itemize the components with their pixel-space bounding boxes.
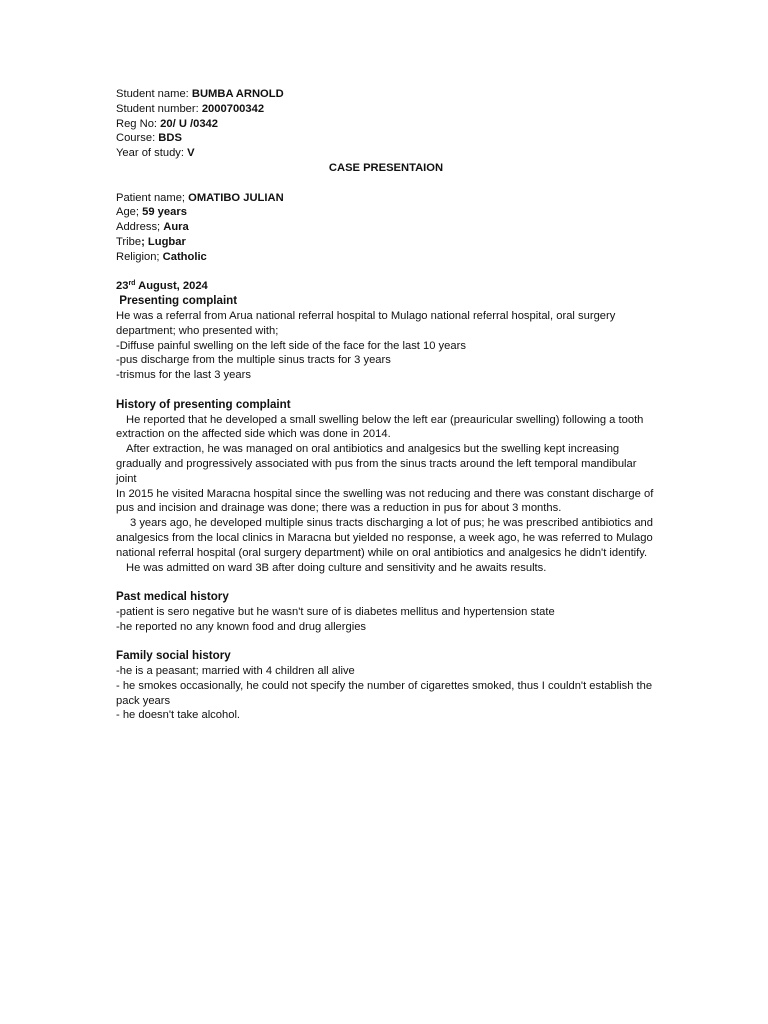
spacer — [116, 176, 656, 191]
complaint-item: -pus discharge from the multiple sinus tracts for 3 years — [116, 354, 391, 367]
course-line — [116, 131, 656, 146]
presenting-complaint-intro: He was a referral from Arua national referral hospital to Mulago national referral hospital, oral surgery department; who presented with; — [116, 309, 616, 337]
student-info — [116, 87, 656, 161]
spacer — [116, 634, 656, 649]
reg-no-value: 20/ U /0342 — [160, 117, 219, 130]
student-name-label: Student name: — [116, 88, 192, 100]
address-line — [116, 220, 656, 235]
complaint-item: -trismus for the last 3 years — [116, 369, 251, 382]
tribe-label: Tribe — [116, 235, 142, 248]
date-suffix: rd — [128, 280, 136, 288]
patient-name-label: Patient name; — [116, 191, 189, 204]
past-medical-item: -he reported no any known food and drug allergies — [116, 620, 367, 633]
past-medical-heading: Past medical history — [116, 590, 229, 604]
spacer — [116, 575, 656, 590]
course-value: BDS — [158, 132, 182, 145]
year-of-study-label: Year of study: — [116, 147, 188, 160]
age-line — [116, 205, 656, 220]
religion-line — [116, 250, 656, 265]
past-medical-item: -patient is sero negative but he wasn't sure of is diabetes mellitus and hypertension state — [116, 605, 555, 618]
patient-info — [116, 191, 656, 265]
past-medical-section — [116, 590, 656, 634]
year-of-study-value: V — [187, 147, 195, 160]
year-of-study-line — [116, 146, 656, 161]
patient-name-line — [116, 191, 656, 206]
course-label: Course: — [116, 132, 159, 145]
family-social-heading: Family social history — [116, 649, 231, 663]
age-label: Age; — [116, 206, 143, 219]
history-paragraph: After extraction, he was managed on oral antibiotics and analgesics but the swelling kept increasing gradually and progressively associated with pus from the sinus tracts around the left temporal mandibular joint — [116, 443, 637, 485]
spacer — [116, 383, 656, 398]
document-title: CASE PRESENTAION — [328, 161, 444, 174]
family-social-item: - he smokes occasionally, he could not specify the number of cigarettes smoked, thus I couldn't establish the pack years — [116, 679, 653, 707]
date-day: 23 — [116, 280, 129, 293]
history-heading: History of presenting complaint — [116, 397, 291, 411]
tribe-line — [116, 235, 656, 250]
address-value: Aura — [163, 221, 189, 234]
document-page — [116, 87, 656, 723]
student-name-line — [116, 87, 656, 102]
presenting-complaint-section — [116, 294, 656, 383]
history-paragraph: He was admitted on ward 3B after doing culture and sensitivity and he awaits results. — [126, 561, 547, 574]
religion-value: Catholic — [162, 250, 207, 263]
history-section — [116, 398, 656, 576]
family-social-section — [116, 649, 656, 723]
date-rest: August, 2024 — [135, 280, 208, 293]
date-line — [116, 279, 656, 294]
presenting-complaint-heading: Presenting complaint — [116, 294, 238, 308]
student-number-value: 2000700342 — [201, 102, 265, 115]
patient-name-value: OMATIBO JULIAN — [188, 191, 284, 204]
family-social-item: - he doesn't take alcohol. — [116, 709, 241, 722]
age-value: 59 years — [142, 206, 187, 219]
spacer — [116, 265, 656, 280]
reg-no-line — [116, 117, 656, 132]
address-label: Address; — [116, 221, 164, 234]
history-paragraph: He reported that he developed a small swelling below the left ear (preauricular swelling) following a tooth extraction on the affected side which was done in 2014. — [116, 413, 644, 441]
history-paragraph: 3 years ago, he developed multiple sinus tracts discharging a lot of pus; he was prescribed antibiotics and analgesics from the local clinics in Maracna but yielded no response, a week ago, he was referred to Mulago national referral hospital (oral surgery department) while on oral antibiotics and analgesics he didn't identify. — [116, 517, 654, 559]
history-paragraph: In 2015 he visited Maracna hospital since the swelling was not reducing and there was constant discharge of pus and incision and drainage was done; there was a reduction in pus for about 3 months. — [116, 487, 654, 515]
student-name-value: BUMBA ARNOLD — [191, 88, 284, 100]
religion-label: Religion; — [116, 250, 163, 263]
tribe-value: ; Lugbar — [141, 235, 186, 248]
complaint-item: -Diffuse painful swelling on the left side of the face for the last 10 years — [116, 339, 466, 352]
reg-no-label: Reg No: — [116, 117, 161, 130]
student-number-line — [116, 102, 656, 117]
student-number-label: Student number: — [116, 102, 202, 115]
family-social-item: -he is a peasant; married with 4 children all alive — [116, 665, 355, 678]
